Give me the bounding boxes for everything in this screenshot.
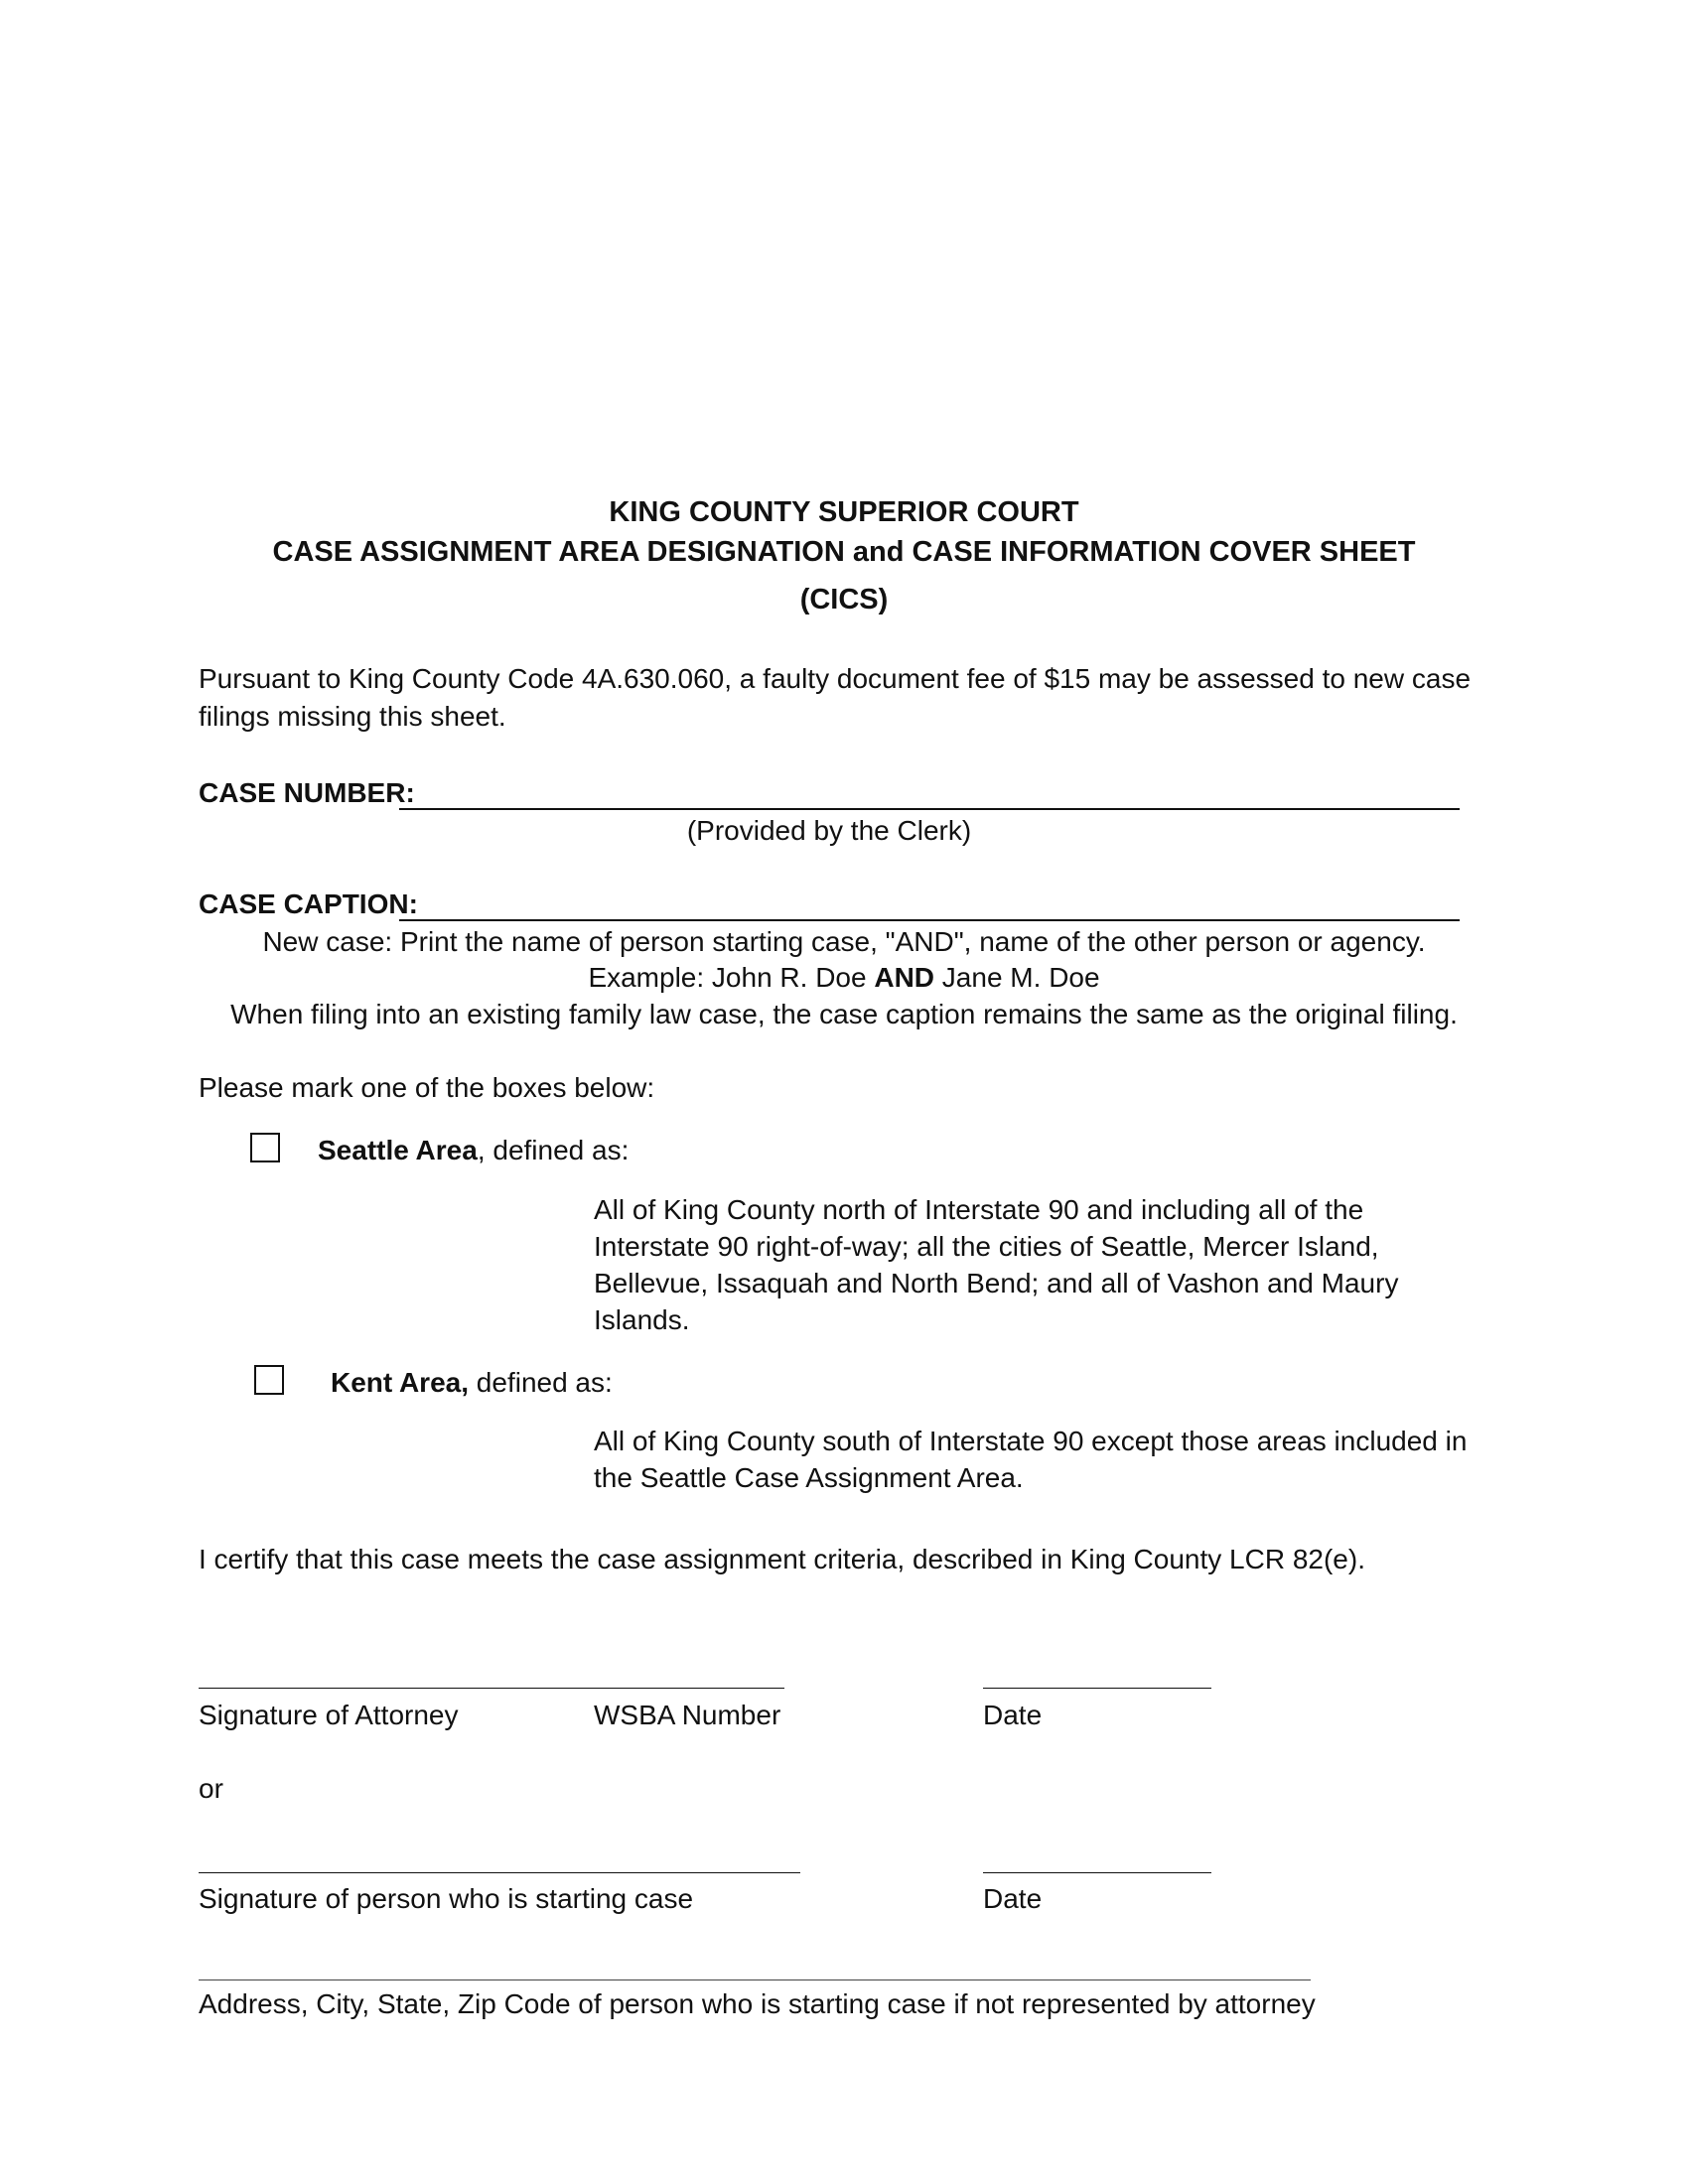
address-label: Address, City, State, Zip Code of person who is starting case if not represented by attorney [199,1988,1316,2019]
fee-notice-line-1: Pursuant to King County Code 4A.630.060, a faulty document fee of $15 may be assessed to new case [199,663,1472,694]
caption-hint-existing: When filing into an existing family law case, the case caption remains the same as the original filing. [230,999,1458,1029]
kent-area-checkbox[interactable] [254,1365,284,1395]
person-signature-label: Signature of person who is starting case [199,1883,694,1914]
case-number-field[interactable] [399,808,1460,810]
or-separator: or [199,1773,223,1804]
form-abbrev: (CICS) [799,584,889,615]
attorney-signature-label: Signature of Attorney [199,1700,459,1730]
case-caption-label: CASE CAPTION: [199,888,418,919]
caption-hint-new-case: New case: Print the name of person starting case, "AND", name of the other person or agency. [262,926,1426,957]
wsba-number-label: WSBA Number [594,1700,781,1730]
seattle-area-label: Seattle Area, defined as: [318,1135,630,1165]
area-prompt: Please mark one of the boxes below: [199,1072,655,1103]
kent-area-description: All of King County south of Interstate 90 except those areas included in the Seattle Case Assignment Area. [594,1426,1468,1493]
attorney-date-line[interactable] [983,1688,1211,1689]
fee-notice-line-2: filings missing this sheet. [199,701,506,732]
case-number-hint: (Provided by the Clerk) [686,815,972,846]
court-name: KING COUNTY SUPERIOR COURT [609,496,1079,528]
person-signature-line[interactable] [199,1872,800,1873]
seattle-area-description: All of King County north of Interstate 90 and including all of the Interstate 90 right-of-way; all the cities of Seattle, Mercer Island, Bellevue, Issaquah and North Bend; and all of Vashon and Maury Islands. [594,1194,1399,1335]
caption-example: Example: John R. Doe AND Jane M. Doe [588,962,1100,993]
kent-area-label: Kent Area, defined as: [331,1367,613,1398]
attorney-signature-line[interactable] [199,1688,784,1689]
case-number-label: CASE NUMBER: [199,777,415,808]
certification-statement: I certify that this case meets the case assignment criteria, described in King County LCR 82(e). [199,1544,1365,1574]
address-line[interactable] [199,1979,1311,1980]
seattle-area-checkbox[interactable] [250,1133,280,1162]
attorney-date-label: Date [983,1700,1043,1730]
person-date-label: Date [983,1883,1043,1914]
form-title: CASE ASSIGNMENT AREA DESIGNATION and CASE INFORMATION COVER SHEET [272,536,1416,568]
person-date-line[interactable] [983,1872,1211,1873]
case-caption-field[interactable] [399,919,1460,921]
